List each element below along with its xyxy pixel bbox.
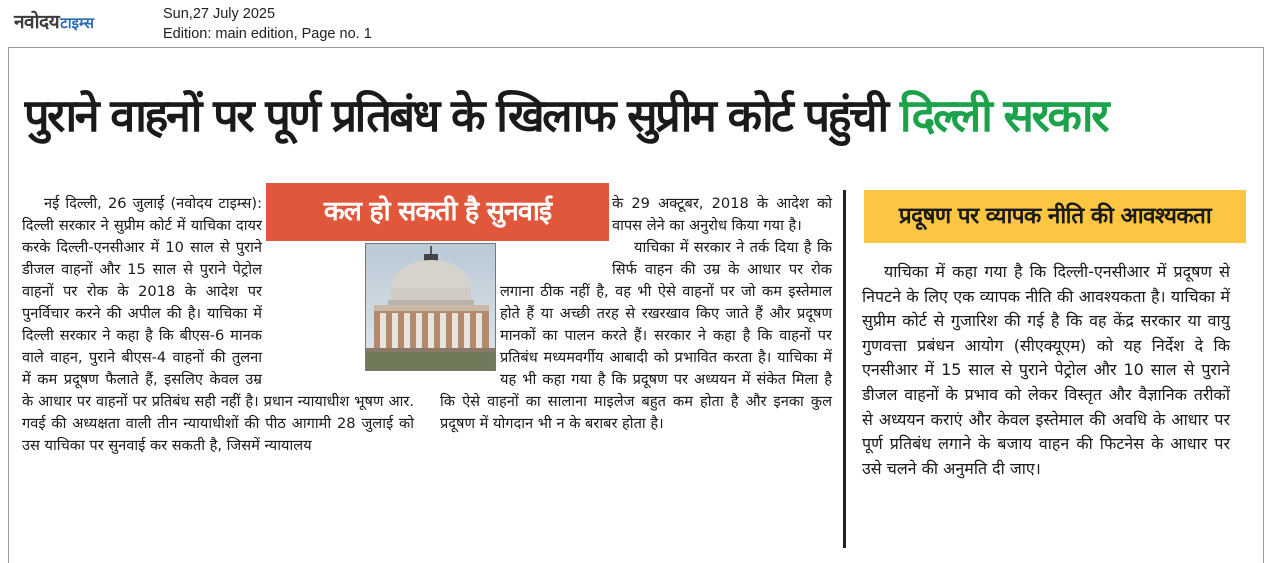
issue-date: Sun,27 July 2025 xyxy=(163,6,276,22)
edition-info: Edition: main edition, Page no. 1 xyxy=(163,26,372,42)
subheadline-banner: कल हो सकती है सुनवाई xyxy=(266,183,609,241)
body-middle-top-paragraph: के 29 अक्टूबर, 2018 के आदेश को वापस लेने का अनुरोध किया गया है। xyxy=(612,195,832,234)
article-body-middle-column xyxy=(440,193,832,435)
body-middle-paragraph: याचिका में सरकार ने तर्क दिया है कि सिर्फ वाहन की उम्र के आधार पर रोक लगाना ठीक नहीं है, वह भी ऐसे वाहनों पर जो कम इस्तेमाल होते हैं या अच्छी तरह से रखरखाव किए जाते हैं और प्रदूषण मानकों का पालन करते हैं। सरकार ने कहा है कि वाहनों पर प्रतिबंध मध्यमवर्गीय आबादी को प्रभावित करता है। याचिका में यह भी कहा गया है कि प्रदूषण पर अध्ययन में संकेत मिला है कि ऐसे वाहनों का सालाना माइलेज बहुत कम होता है और इनका कुल प्रदूषण में योगदान भी न के बराबर होता है। xyxy=(440,239,832,432)
logo-sub-text: टाइम्स xyxy=(60,14,94,32)
masthead-bar xyxy=(0,0,1268,46)
logo-main-text: नवोदय xyxy=(14,11,60,33)
newspaper-logo[interactable] xyxy=(14,8,94,34)
headline xyxy=(24,73,1252,159)
sidebar-box-paragraph: याचिका में कहा गया है कि दिल्ली-एनसीआर में प्रदूषण से निपटने के लिए एक व्यापक नीति की आवश्यकता है। याचिका में सुप्रीम कोर्ट से गुजारिश की गई है कि वह केंद्र सरकार या वायु गुणवत्ता प्रबंधन आयोग (सीएक्यूएम) को यह निर्देश दे कि एनसीआर में 15 साल से पुराने पेट्रोल और 10 साल से पुराने डीजल वाहनों के प्रभाव को लेकर विस्तृत और वैज्ञानिक तरीकों से अध्ययन कराएं और केवल इस्तेमाल की अवधि के आधार पर पूर्ण प्रतिबंध लगाने के बजाय वाहन की फिटनेस के आधार पर उसे चलने की अनुमति दी जाए। xyxy=(862,262,1230,478)
article-body-left-column xyxy=(22,193,414,457)
body-left-paragraph: नई दिल्ली, 26 जुलाई (नवोदय टाइम्स): दिल्ली सरकार ने सुप्रीम कोर्ट में याचिका दायर करके दिल्ली-एनसीआर में 10 साल से पुराने डीजल वाहनों और 15 साल से पुराने पेट्रोल वाहनों पर रोक के 2018 के आदेश पर पुनर्विचार करने की अपील की है। याचिका में दिल्ली सरकार ने कहा है कि बीएस-6 मानक वाले वाहन, पुराने बीएस-4 वाहनों की तुलना में कम प्रदूषण फैलाते हैं, इसलिए केवल उम्र के आधार पर वाहनों पर प्रतिबंध सही नहीं है। प्रधान न्यायाधीश भूषण आर. गवई की अध्यक्षता वाली तीन न्यायाधीशों की पीठ आगामी 28 जुलाई को उस याचिका पर सुनवाई कर सकती है, जिसमें न्यायालय xyxy=(22,195,414,454)
sidebar-box-title: प्रदूषण पर व्यापक नीति की आवश्यकता xyxy=(864,190,1246,243)
sidebar-box-body xyxy=(862,260,1230,481)
headline-highlight: दिल्ली सरकार xyxy=(899,89,1107,142)
headline-main: पुराने वाहनों पर पूर्ण प्रतिबंध के खिलाफ सुप्रीम कोर्ट पहुंची xyxy=(24,89,900,142)
column-divider xyxy=(843,190,846,548)
edition-meta xyxy=(163,4,372,44)
